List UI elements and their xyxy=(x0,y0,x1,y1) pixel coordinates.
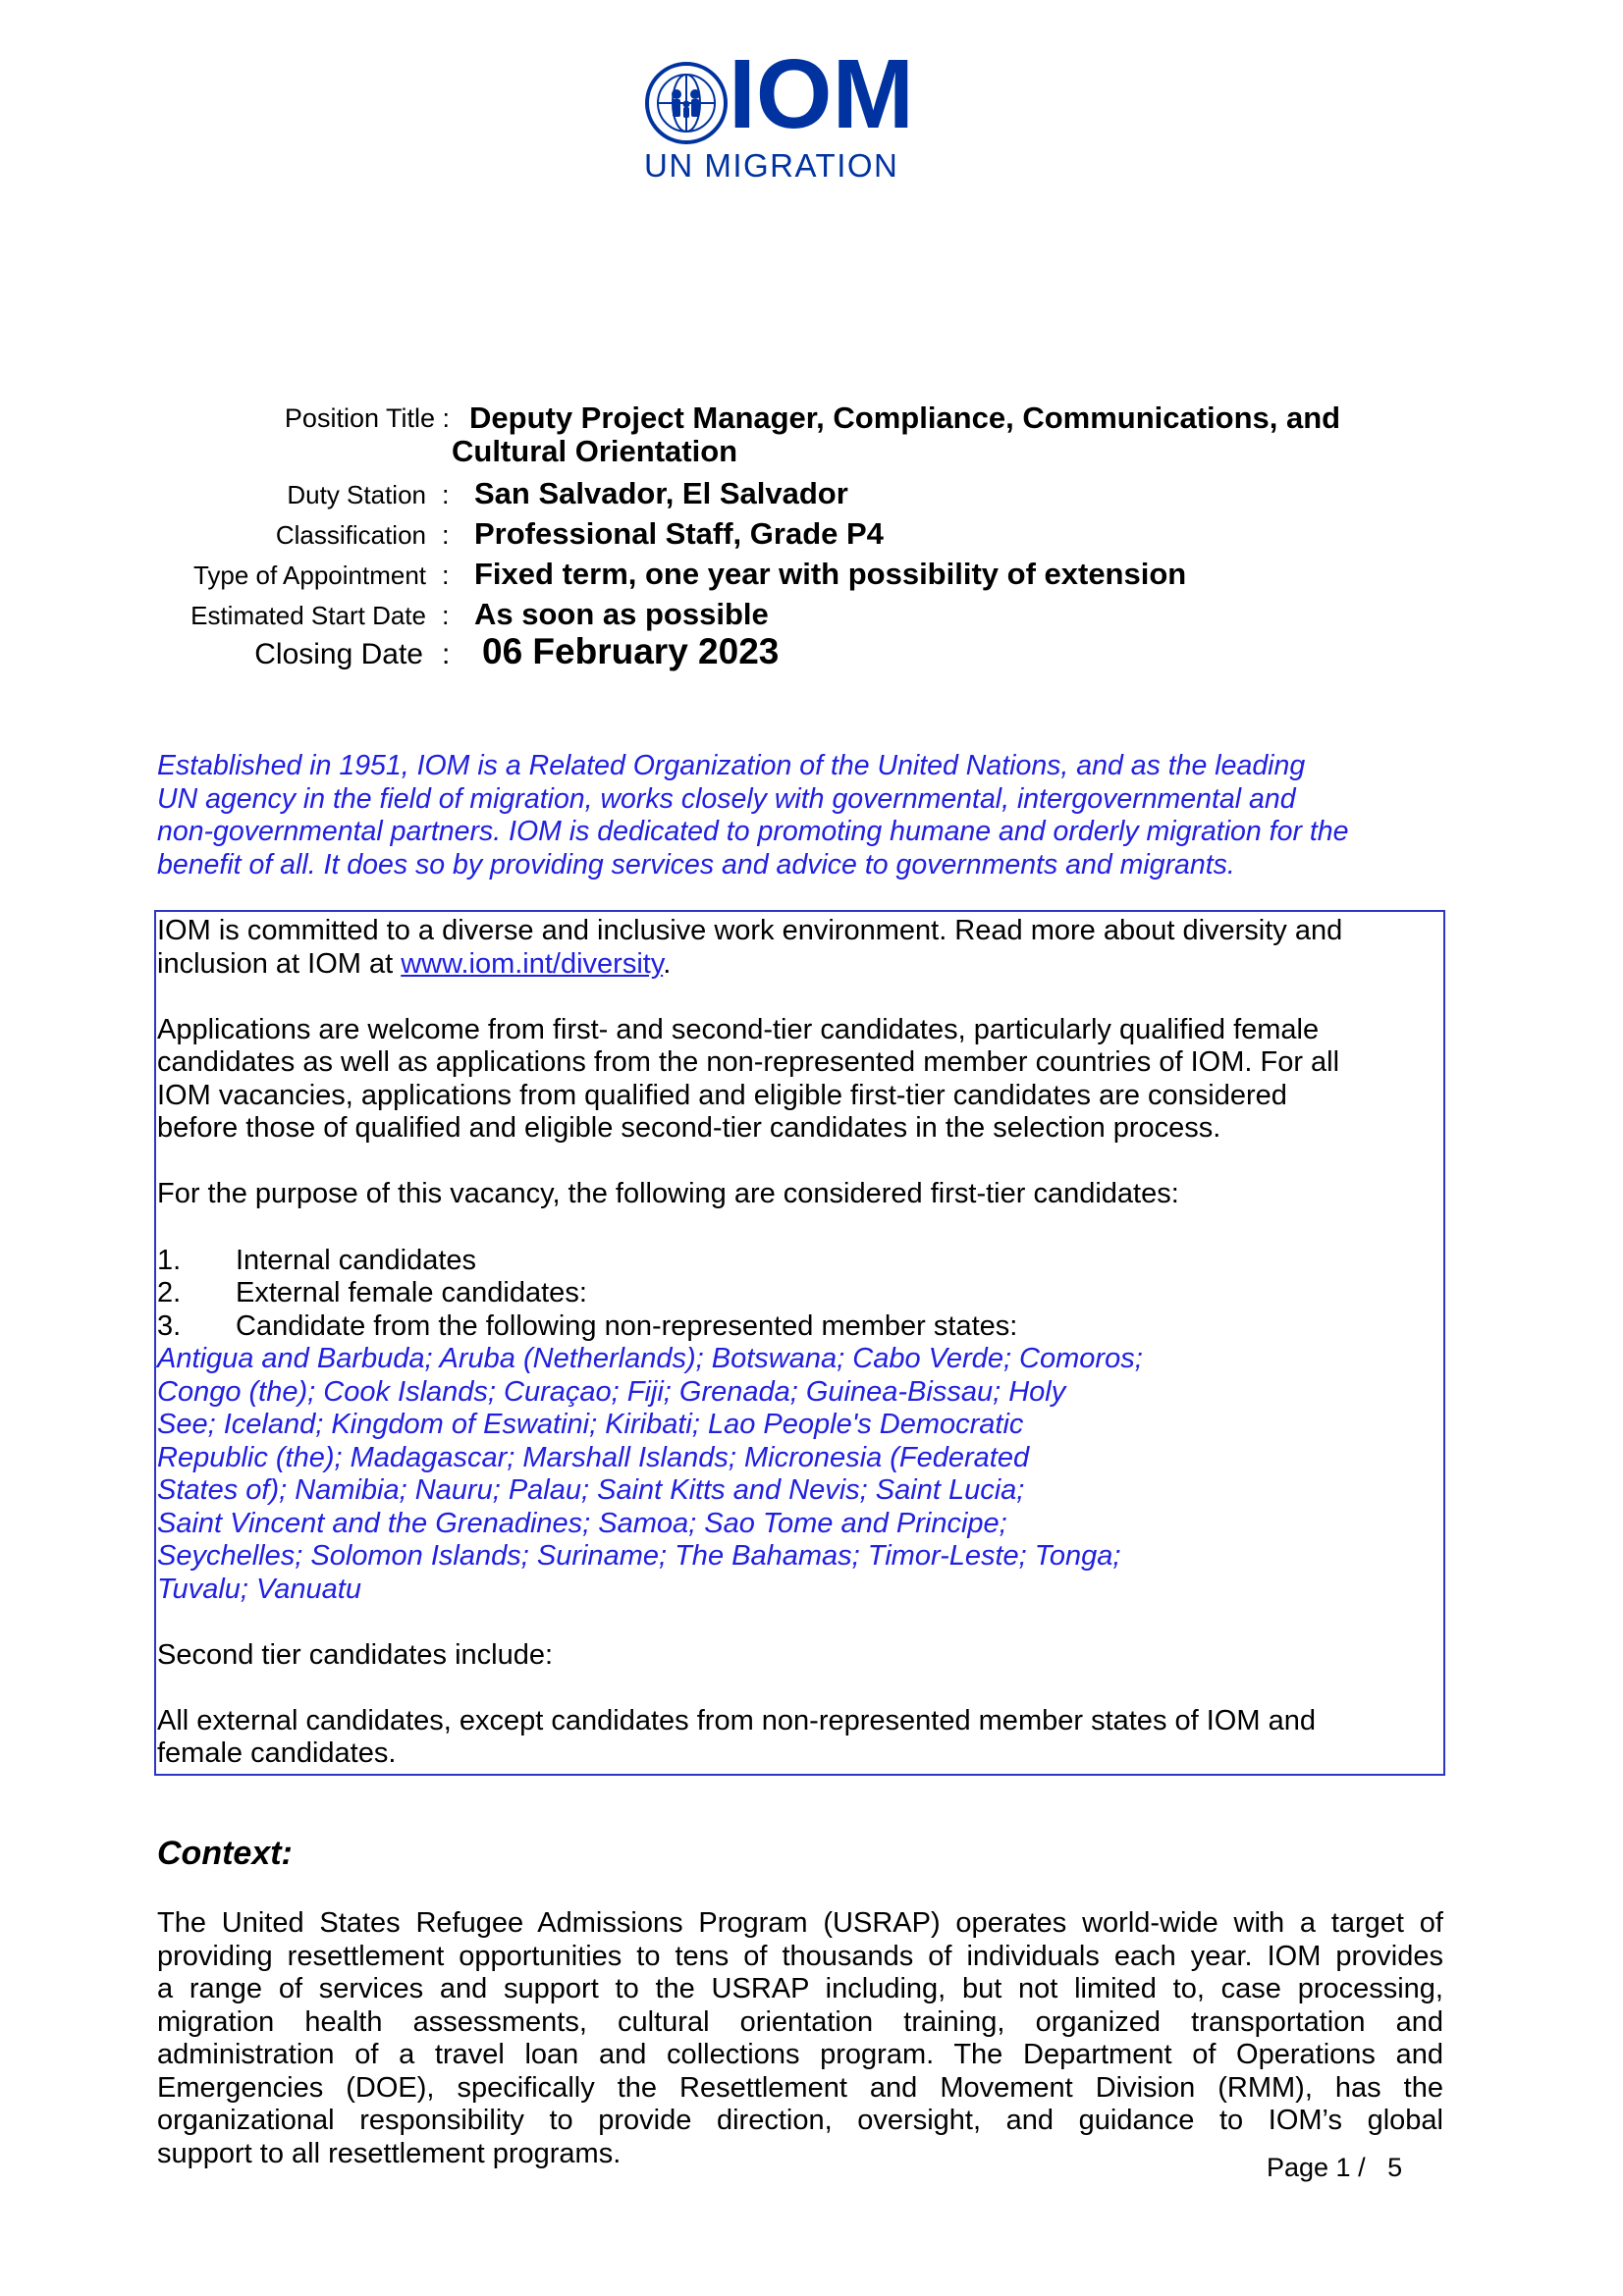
context-line: organizational responsibility to provide direction, oversight, and guidance to IOM’s global xyxy=(157,2105,1443,2136)
context-line: The United States Refugee Admissions Program (USRAP) operates world-wide with a target of xyxy=(157,1907,1443,1939)
second-tier-heading: Second tier candidates include: xyxy=(157,1639,554,1671)
page-number: Page 1 / 5 xyxy=(1267,2153,1403,2182)
logo-wordmark: IOM xyxy=(729,39,914,149)
diversity-text-prefix: inclusion at IOM at xyxy=(157,948,402,980)
list-number: 2. xyxy=(157,1277,182,1308)
position-title-label: Position Title : xyxy=(284,403,450,433)
colon: : xyxy=(442,601,450,630)
logo-subtitle: UN MIGRATION xyxy=(644,147,899,184)
applications-text: before those of qualified and eligible second-tier candidates in the selection process. xyxy=(157,1112,1221,1144)
list-number: 3. xyxy=(157,1310,182,1342)
member-states-line: States of); Namibia; Nauru; Palau; Saint Kitts and Nevis; Saint Lucia; xyxy=(157,1474,1025,1506)
list-item: Candidate from the following non-represented member states: xyxy=(236,1310,1018,1342)
diversity-text: IOM is committed to a diverse and inclusive work environment. Read more about diversity and xyxy=(157,915,1343,946)
member-states-line: Saint Vincent and the Grenadines; Samoa; Sao Tome and Principe; xyxy=(157,1508,1007,1539)
start-date-value: As soon as possible xyxy=(474,597,769,631)
list-item: Internal candidates xyxy=(236,1245,477,1276)
first-tier-intro: For the purpose of this vacancy, the following are considered first-tier candidates: xyxy=(157,1178,1179,1209)
un-globe-family-icon xyxy=(644,61,729,145)
context-line: administration of a travel loan and collections program. The Department of Operations and xyxy=(157,2039,1443,2070)
intro-line: Established in 1951, IOM is a Related Organization of the United Nations, and as the leading xyxy=(157,750,1306,781)
context-line: a range of services and support to the USRAP including, but not limited to, case processing, xyxy=(157,1973,1443,2004)
context-line: Emergencies (DOE), specifically the Resettlement and Movement Division (RMM), has the xyxy=(157,2072,1443,2104)
duty-station-label: Duty Station xyxy=(287,480,426,509)
duty-station-value: San Salvador, El Salvador xyxy=(474,476,848,510)
colon: : xyxy=(442,561,450,590)
second-tier-text: All external candidates, except candidates from non-represented member states of IOM and xyxy=(157,1705,1316,1736)
diversity-text-suffix: . xyxy=(663,948,672,980)
member-states-line: Tuvalu; Vanuatu xyxy=(157,1574,361,1605)
intro-line: UN agency in the field of migration, works closely with governmental, intergovernmental and xyxy=(157,782,1296,815)
iom-logo xyxy=(644,39,948,185)
appointment-type-label: Type of Appointment xyxy=(192,561,426,590)
member-states-line: Republic (the); Madagascar; Marshall Islands; Micronesia (Federated xyxy=(157,1442,1030,1473)
context-line: support to all resettlement programs. xyxy=(157,2138,622,2169)
intro-line: non-governmental partners. IOM is dedicated to promoting humane and orderly migration for the xyxy=(157,816,1349,847)
colon: : xyxy=(442,480,450,509)
applications-text: Applications are welcome from first- and second-tier candidates, particularly qualified female xyxy=(157,1014,1320,1045)
member-states-line: Seychelles; Solomon Islands; Suriname; The Bahamas; Timor-Leste; Tonga; xyxy=(157,1540,1121,1572)
context-line: providing resettlement opportunities to tens of thousands of individuals each year. IOM provides xyxy=(157,1941,1443,1972)
appointment-type-value: Fixed term, one year with possibility of extension xyxy=(474,557,1187,591)
member-states-line: Congo (the); Cook Islands; Curaçao; Fiji; Grenada; Guinea-Bissau; Holy xyxy=(157,1376,1066,1408)
diversity-text-cont xyxy=(157,948,671,982)
colon: : xyxy=(442,638,451,670)
diversity-link[interactable]: www.iom.int/diversity xyxy=(401,948,664,980)
intro-line: benefit of all. It does so by providing services and advice to governments and migrants. xyxy=(157,848,1235,881)
context-line: migration health assessments, cultural orientation training, organized transportation and xyxy=(157,2006,1443,2038)
list-item: External female candidates: xyxy=(236,1277,587,1308)
applications-text: IOM vacancies, applications from qualified and eligible first-tier candidates are considered xyxy=(157,1080,1287,1111)
context-heading: Context: xyxy=(157,1835,293,1872)
classification-label: Classification xyxy=(275,520,426,550)
second-tier-text: female candidates. xyxy=(157,1737,397,1769)
closing-date-value: 06 February 2023 xyxy=(482,631,780,671)
classification-value: Professional Staff, Grade P4 xyxy=(474,516,884,551)
closing-date-label: Closing Date xyxy=(254,638,423,670)
iom-intro-paragraph xyxy=(157,750,1463,881)
applications-text: candidates as well as applications from the non-represented member countries of IOM. For all xyxy=(157,1046,1340,1078)
start-date-label: Estimated Start Date xyxy=(190,601,426,630)
member-states-line: See; Iceland; Kingdom of Eswatini; Kiribati; Lao People's Democratic xyxy=(157,1409,1024,1440)
position-title-value: Deputy Project Manager, Compliance, Communications, and xyxy=(469,400,1341,435)
colon: : xyxy=(442,520,450,550)
member-states-line: Antigua and Barbuda; Aruba (Netherlands); Botswana; Cabo Verde; Comoros; xyxy=(157,1343,1143,1374)
position-title-value-cont: Cultural Orientation xyxy=(452,434,738,468)
list-number: 1. xyxy=(157,1245,182,1276)
